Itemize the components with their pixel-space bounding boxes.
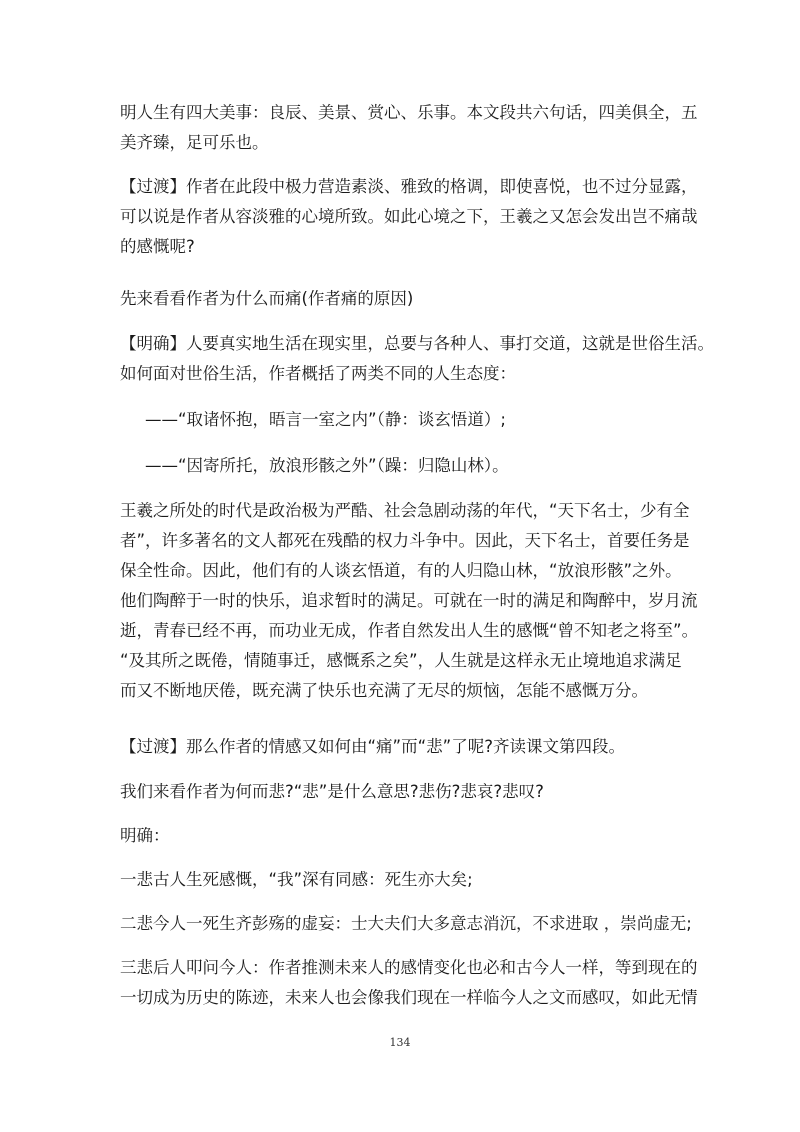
paragraph-clarify-2 — [120, 821, 680, 851]
text-line: 明人生有四大美事：良辰、美景、赏心、乐事。本文段共六句话，四美俱全，五 — [120, 103, 698, 122]
page-number: 134 — [389, 1036, 411, 1049]
text-line: 的感慨呢? — [120, 237, 195, 256]
paragraph-why-sorrow — [120, 777, 680, 807]
text-line: 保全性命。因此，他们有的人谈玄悟道，有的人归隐山林，“放浪形骸”之外。 — [120, 561, 682, 580]
text-line: 如何面对世俗生活，作者概括了两类不同的人生态度： — [120, 364, 516, 383]
text-line: 王羲之所处的时代是政治极为严酷、社会急剧动荡的年代，“天下名士，少有全 — [120, 501, 690, 520]
text-line: 逝，青春已经不再，而功业无成，作者自然发出人生的感慨“曾不知老之将至”。 — [120, 621, 699, 640]
paragraph-sorrow-three — [120, 953, 698, 1013]
text-line: 美齐臻，足可乐也。 — [120, 133, 269, 152]
text-line: “及其所之既倦，情随事迁，感慨系之矣”，人生就是这样永无止境地追求满足 — [120, 651, 682, 670]
paragraph-why-pain — [120, 284, 680, 314]
text-line: 而又不断地厌倦，既充满了快乐也充满了无尽的烦恼，怎能不感慨万分。 — [120, 681, 648, 700]
text-line: 明确： — [120, 826, 170, 845]
text-line: ——“因寄所托，放浪形骸之外”（躁：归隐山林）。 — [145, 456, 509, 475]
paragraph-attitude-restless — [145, 451, 705, 481]
text-line: 【明确】人要真实地生活在现实里，总要与各种人、事打交道，这就是世俗生活。 — [120, 334, 714, 353]
text-line: ——“取诸怀抱，晤言一室之内”（静：谈玄悟道）; — [145, 410, 506, 429]
paragraph-sorrow-one — [120, 865, 680, 895]
text-line: 一切成为历史的陈迹，未来人也会像我们现在一样临今人之文而感叹，如此无情 — [120, 988, 698, 1007]
paragraph-four-beauties — [120, 98, 698, 158]
text-line: 【过渡】那么作者的情感又如何由“痛”而“悲”了呢?齐读课文第四段。 — [120, 737, 625, 756]
paragraph-transition-1 — [120, 172, 698, 262]
paragraph-attitude-quiet — [145, 405, 705, 435]
text-line: 二悲今人一死生齐彭殇的虚妄：士大夫们大多意志消沉，不求进取 ，崇尚虚无; — [120, 914, 692, 933]
paragraph-clarify-1 — [120, 329, 714, 389]
text-line: 一悲古人生死感慨，“我”深有同感：死生亦大矣; — [120, 870, 473, 889]
text-line: 【过渡】作者在此段中极力营造素淡、雅致的格调，即使喜悦，也不过分显露， — [120, 177, 698, 196]
text-line: 三悲后人叩问今人：作者推测未来人的感情变化也必和古今人一样，等到现在的 — [120, 958, 698, 977]
text-line: 他们陶醉于一时的快乐，追求暂时的满足。可就在一时的满足和陶醉中，岁月流 — [120, 591, 698, 610]
paragraph-era-analysis — [120, 496, 699, 706]
text-line: 先来看看作者为什么而痛(作者痛的原因) — [120, 289, 414, 308]
paragraph-sorrow-two — [120, 909, 692, 939]
text-line: 可以说是作者从容淡雅的心境所致。如此心境之下，王羲之又怎会发出岂不痛哉 — [120, 207, 698, 226]
paragraph-transition-2 — [120, 732, 680, 762]
text-line: 我们来看作者为何而悲?“悲”是什么意思?悲伤?悲哀?悲叹? — [120, 782, 544, 801]
text-line: 者”，许多著名的文人都死在残酷的权力斗争中。因此，天下名士，首要任务是 — [120, 531, 690, 550]
